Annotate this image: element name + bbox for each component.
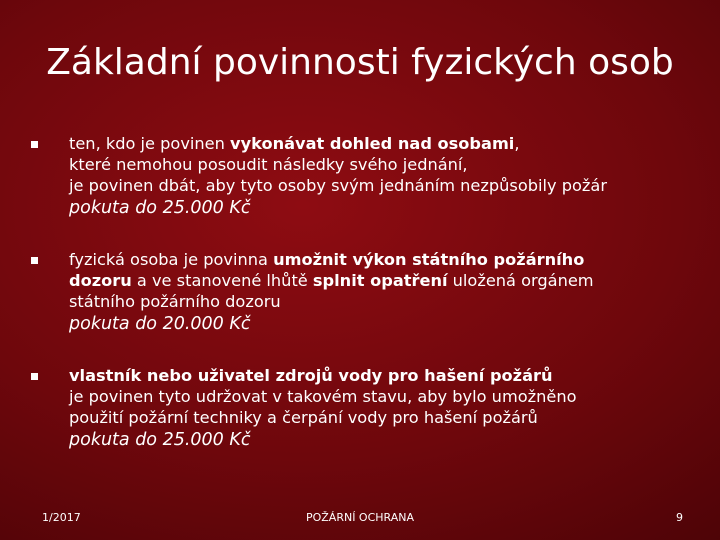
item-text: je povinen tyto udržovat v takovém stavu, aby bylo umožněno — [69, 387, 577, 406]
item-text: použití požární techniky a čerpání vody pro hašení požárů — [69, 408, 538, 427]
list-item — [69, 249, 699, 335]
item-bold-text: umožnit výkon státního požárního — [273, 250, 585, 269]
fine-amount: pokuta do 25.000 Kč — [69, 198, 251, 218]
item-bold-text: vlastník nebo uživatel zdrojů vody pro hašení požárů — [69, 366, 553, 385]
item-text: státního požárního dozoru — [69, 292, 281, 311]
item-text: které nemohou posoudit následky svého jednání, — [69, 155, 468, 174]
fine-amount: pokuta do 25.000 Kč — [69, 430, 251, 450]
square-bullet-icon — [31, 257, 38, 264]
item-text: ten, kdo je povinen — [69, 134, 231, 153]
item-bold-text: splnit opatření — [312, 271, 448, 290]
page-number: 9 — [676, 511, 683, 524]
item-text: uložená orgánem — [447, 271, 594, 290]
list-item — [69, 365, 699, 451]
fine-amount: pokuta do 20.000 Kč — [69, 314, 251, 334]
slide-title: Základní povinnosti fyzických osob — [46, 42, 674, 83]
item-bold-text: dozoru — [69, 271, 132, 290]
item-text: je povinen dbát, aby tyto osoby svým jednáním nezpůsobily požár — [69, 176, 607, 195]
square-bullet-icon — [31, 373, 38, 380]
footer-date: 1/2017 — [42, 511, 81, 524]
item-bold-text: vykonávat dohled nad osobami — [230, 134, 515, 153]
item-text: a ve stanovené lhůtě — [131, 271, 313, 290]
item-text: fyzická osoba je povinna — [69, 250, 274, 269]
item-text: , — [514, 134, 520, 153]
square-bullet-icon — [31, 141, 38, 148]
footer-title: POŽÁRNÍ OCHRANA — [305, 511, 415, 524]
list-item — [69, 133, 699, 219]
